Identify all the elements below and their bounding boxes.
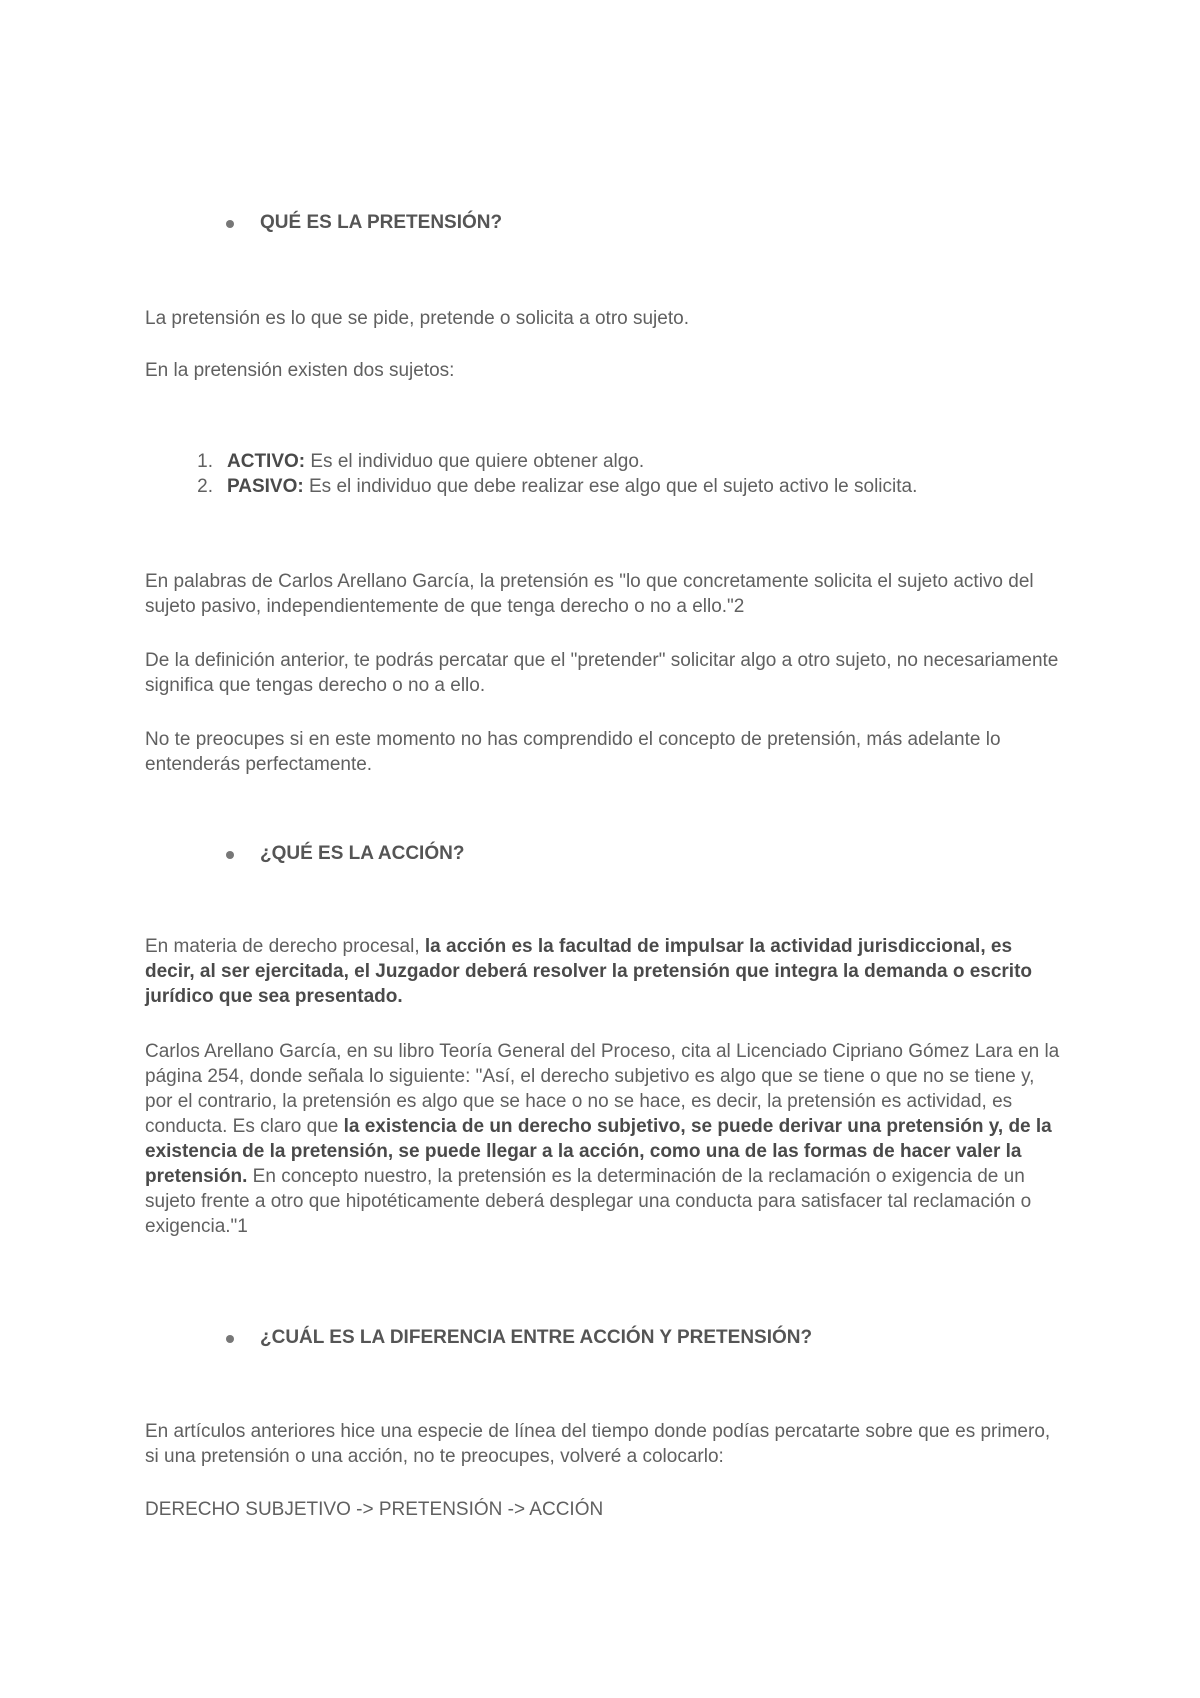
- list-number: 2.: [197, 476, 213, 497]
- text-run: Carlos Arellano García, en su libro Teoría General del Proceso, cita al Licenciado Cipriano Gómez Lara en la página 254, donde señala lo siguiente: "Así, el derecho subjetivo es algo que se tiene o que no se tiene y, por el contrario, la pretensión es algo que se hace o no se hace, es decir, la pretensión es actividad, es conducta. Es claro que: [145, 1041, 1060, 1137]
- list-item: [145, 474, 1065, 499]
- paragraph: La pretensión es lo que se pide, pretende o solicita a otro sujeto.: [145, 308, 689, 329]
- bold-run: la acción es la facultad de impulsar la actividad jurisdiccional, es decir, al ser ejercitada, el Juzgador deberá resolver la pretensión que integra la demanda o escrito jurídico que sea presentado.: [145, 936, 1033, 1007]
- bullet-icon: [226, 851, 234, 859]
- list-number: 1.: [197, 451, 213, 472]
- section-heading-accion: [226, 843, 464, 865]
- heading-text: ¿QUÉ ES LA ACCIÓN?: [260, 843, 465, 864]
- list-term: PASIVO:: [227, 476, 304, 497]
- paragraph: De la definición anterior, te podrás percatar que el "pretender" solicitar algo a otro sujeto, no necesariamente significa que tengas derecho o no a ello.: [145, 650, 1059, 696]
- paragraph: DERECHO SUBJETIVO -> PRETENSIÓN -> ACCIÓN: [145, 1499, 604, 1520]
- bullet-icon: [226, 220, 234, 228]
- section-heading-diferencia: [226, 1327, 812, 1349]
- bullet-icon: [226, 1335, 234, 1343]
- heading-text: QUÉ ES LA PRETENSIÓN?: [260, 212, 503, 233]
- heading-text: ¿CUÁL ES LA DIFERENCIA ENTRE ACCIÓN Y PRETENSIÓN?: [260, 1327, 813, 1348]
- paragraph: No te preocupes si en este momento no has comprendido el concepto de pretensión, más adelante lo entenderás perfectamente.: [145, 729, 1001, 775]
- list-text: Es el individuo que quiere obtener algo.: [305, 451, 645, 472]
- list-term: ACTIVO:: [227, 451, 306, 472]
- subjects-list: [145, 449, 1065, 499]
- paragraph: En palabras de Carlos Arellano García, la pretensión es "lo que concretamente solicita el sujeto activo del sujeto pasivo, independientemente de que tenga derecho o no a ello."2: [145, 571, 1034, 617]
- paragraph: En la pretensión existen dos sujetos:: [145, 360, 455, 381]
- bold-run: la existencia de un derecho subjetivo, se puede derivar una pretensión y, de la existencia de la pretensión, se puede llegar a la acción, como una de las formas de hacer valer la pretensión.: [145, 1116, 1052, 1187]
- section-heading-pretension: [226, 212, 502, 234]
- paragraph: [145, 1039, 1065, 1239]
- text-run: En concepto nuestro, la pretensión es la determinación de la reclamación o exigencia de un sujeto frente a otro que hipotéticamente deberá desplegar una conducta para satisfacer tal reclamación o exigencia."1: [145, 1166, 1032, 1237]
- paragraph: En artículos anteriores hice una especie de línea del tiempo donde podías percatarte sobre que es primero, si una pretensión o una acción, no te preocupes, volveré a colocarlo:: [145, 1421, 1051, 1467]
- list-item: [145, 449, 1065, 474]
- list-text: Es el individuo que debe realizar ese algo que el sujeto activo le solicita.: [303, 476, 918, 497]
- text-run: En materia de derecho procesal,: [145, 936, 425, 957]
- paragraph: [145, 934, 1065, 1009]
